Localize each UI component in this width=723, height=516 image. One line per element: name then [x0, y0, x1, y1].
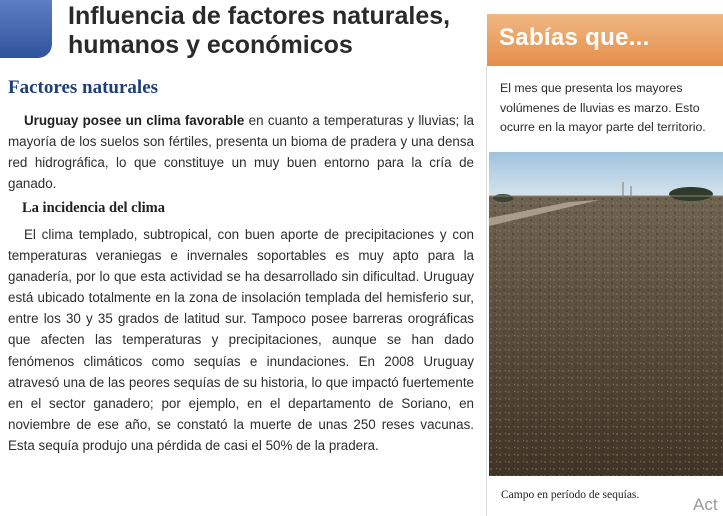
subheading: La incidencia del clima [22, 200, 165, 216]
drought-field-photo [489, 152, 723, 476]
sidebar-title: Sabías que... [499, 24, 650, 51]
body-paragraph: El clima templado, subtropical, con buen aporte de precipitaciones y con temperaturas veraniegas e invernales soportables es muy apto para la ganadería, por lo que esta actividad se ha desarrollado sin dificultad. Uruguay está ubicado totalmente en la zona de insolación templada del hemisferio sur, entre los 30 y 35 grados de latitud sur. Tampoco posee barreras orográficas que afecten las temperaturas y precipitaciones, aunque se han dado fenómenos climáticos como sequías e inundaciones. En 2008 Uruguay atravesó una de las peores sequías de su historia, lo que impactó fuertemente en el sector ganadero; por ejemplo, en el departamento de Soriano, en noviembre de ese año, se constató la muerte de unas 250 reses vacunas. Esta sequía produjo una pérdida de casi el 50% de la pradera. [8, 227, 474, 453]
watermark-text: Act [693, 495, 718, 514]
photo-caption: Campo en período de sequías. [501, 489, 640, 501]
column-divider [486, 66, 487, 516]
sidebar-text: El mes que presenta los mayores volúmenes de lluvias es marzo. Esto ocurre en la mayor parte del territorio. [500, 81, 706, 134]
intro-bold-text: Uruguay posee un clima favorable [24, 113, 245, 128]
intro-text: en cuanto a temperaturas y lluvias; la mayoría de los suelos son fértiles, presenta un bioma de pradera y una densa red hidrográfica, lo que constituye un muy buen entorno para la cría de ganado. [8, 113, 474, 192]
page-title-line-1: Influencia de factores naturales, [68, 2, 451, 30]
page-title [68, 2, 478, 60]
corner-tab-decoration [0, 0, 52, 58]
page-title-line-2: humanos y económicos [68, 31, 353, 59]
intro-paragraph [8, 110, 474, 194]
section-heading: Factores naturales [8, 77, 159, 98]
